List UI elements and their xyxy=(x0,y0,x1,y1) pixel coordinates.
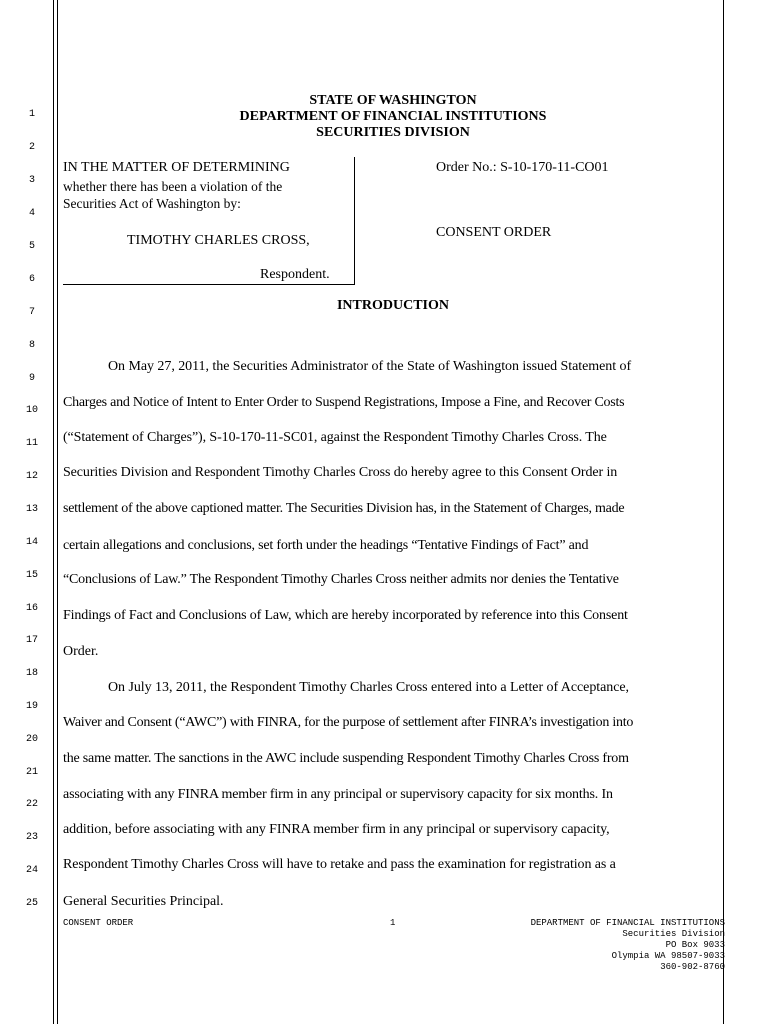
footer-address-line: PO Box 9033 xyxy=(665,940,725,950)
body-line: Charges and Notice of Intent to Enter Order to Suspend Registrations, Impose a Fine, and Recover Costs xyxy=(63,395,625,410)
line-number: 24 xyxy=(25,865,38,876)
body-line: associating with any FINRA member firm in any principal or supervisory capacity for six months. In xyxy=(63,787,613,802)
footer-address-line: DEPARTMENT OF FINANCIAL INSTITUTIONS xyxy=(530,918,725,928)
line-number: 22 xyxy=(25,799,38,810)
footer-page-number: 1 xyxy=(390,918,396,928)
line-number: 15 xyxy=(25,570,38,581)
line-number: 1 xyxy=(28,109,35,120)
left-margin-rule-inner xyxy=(57,0,58,1024)
body-line: On July 13, 2011, the Respondent Timothy Charles Cross entered into a Letter of Acceptance, xyxy=(108,680,630,695)
heading-department: DEPARTMENT OF FINANCIAL INSTITUTIONS xyxy=(239,109,547,124)
line-number: 14 xyxy=(25,537,38,548)
body-line: Respondent Timothy Charles Cross will have to retake and pass the examination for registration as a xyxy=(63,857,616,872)
body-line: Findings of Fact and Conclusions of Law, which are hereby incorporated by reference into this Consent xyxy=(63,608,628,623)
line-number: 10 xyxy=(25,405,38,416)
footer-address-line: Securities Division xyxy=(622,929,725,939)
line-number: 11 xyxy=(25,438,38,449)
line-number: 19 xyxy=(25,701,38,712)
body-line: Order. xyxy=(63,644,99,659)
line-number: 18 xyxy=(25,668,38,679)
line-number: 4 xyxy=(28,208,35,219)
body-line: addition, before associating with any FINRA member firm in any principal or supervisory capacity, xyxy=(63,822,610,837)
line-number: 23 xyxy=(25,832,38,843)
section-title: INTRODUCTION xyxy=(336,298,449,313)
left-margin-rule-outer xyxy=(53,0,54,1024)
line-number: 12 xyxy=(25,471,38,482)
line-number: 7 xyxy=(28,307,35,318)
body-line: (“Statement of Charges”), S-10-170-11-SC01, against the Respondent Timothy Charles Cross. The xyxy=(63,430,607,445)
line-number: 13 xyxy=(25,504,38,515)
line-number: 25 xyxy=(25,898,38,909)
caption-bottom-rule xyxy=(63,284,355,285)
footer-document-title: CONSENT ORDER xyxy=(63,918,134,928)
heading-division: SECURITIES DIVISION xyxy=(316,125,470,140)
body-line: Securities Division and Respondent Timothy Charles Cross do hereby agree to this Consent Order in xyxy=(63,465,618,480)
line-number: 9 xyxy=(28,373,35,384)
body-line: General Securities Principal. xyxy=(63,894,224,909)
line-number: 20 xyxy=(25,734,38,745)
line-number: 5 xyxy=(28,241,35,252)
body-line: the same matter. The sanctions in the AWC include suspending Respondent Timothy Charles Cross from xyxy=(63,751,629,766)
body-line: On May 27, 2011, the Securities Administrator of the State of Washington issued Statement of xyxy=(108,359,632,374)
caption-matter-line-3: Securities Act of Washington by: xyxy=(63,196,241,211)
respondent-name: TIMOTHY CHARLES CROSS, xyxy=(127,233,310,248)
line-number: 17 xyxy=(25,635,38,646)
caption-matter-line-1: IN THE MATTER OF DETERMINING xyxy=(63,160,290,175)
footer-address-line: 360-902-8760 xyxy=(660,962,725,972)
heading-state: STATE OF WASHINGTON xyxy=(309,93,477,108)
body-line: “Conclusions of Law.” The Respondent Timothy Charles Cross neither admits nor denies the Tentative xyxy=(63,572,619,587)
body-line: Waiver and Consent (“AWC”) with FINRA, for the purpose of settlement after FINRA’s investigation into xyxy=(63,715,634,730)
line-number: 21 xyxy=(25,767,38,778)
footer-address-line: Olympia WA 98507-9033 xyxy=(611,951,725,961)
caption-vertical-rule xyxy=(354,157,355,284)
footer-agency-address xyxy=(531,918,725,973)
line-number: 6 xyxy=(28,274,35,285)
respondent-label: Respondent. xyxy=(260,267,330,282)
line-number: 3 xyxy=(28,175,35,186)
right-margin-rule xyxy=(723,0,724,1024)
line-number: 2 xyxy=(28,142,35,153)
line-number: 16 xyxy=(25,603,38,614)
caption-matter-line-2: whether there has been a violation of the xyxy=(63,179,283,194)
line-number: 8 xyxy=(28,340,35,351)
body-line: settlement of the above captioned matter. The Securities Division has, in the Statement of Charges, made xyxy=(63,501,625,516)
order-type: CONSENT ORDER xyxy=(436,225,552,240)
order-number: Order No.: S-10-170-11-CO01 xyxy=(436,160,609,175)
body-line: certain allegations and conclusions, set forth under the headings “Tentative Findings of Fact” and xyxy=(63,538,589,553)
